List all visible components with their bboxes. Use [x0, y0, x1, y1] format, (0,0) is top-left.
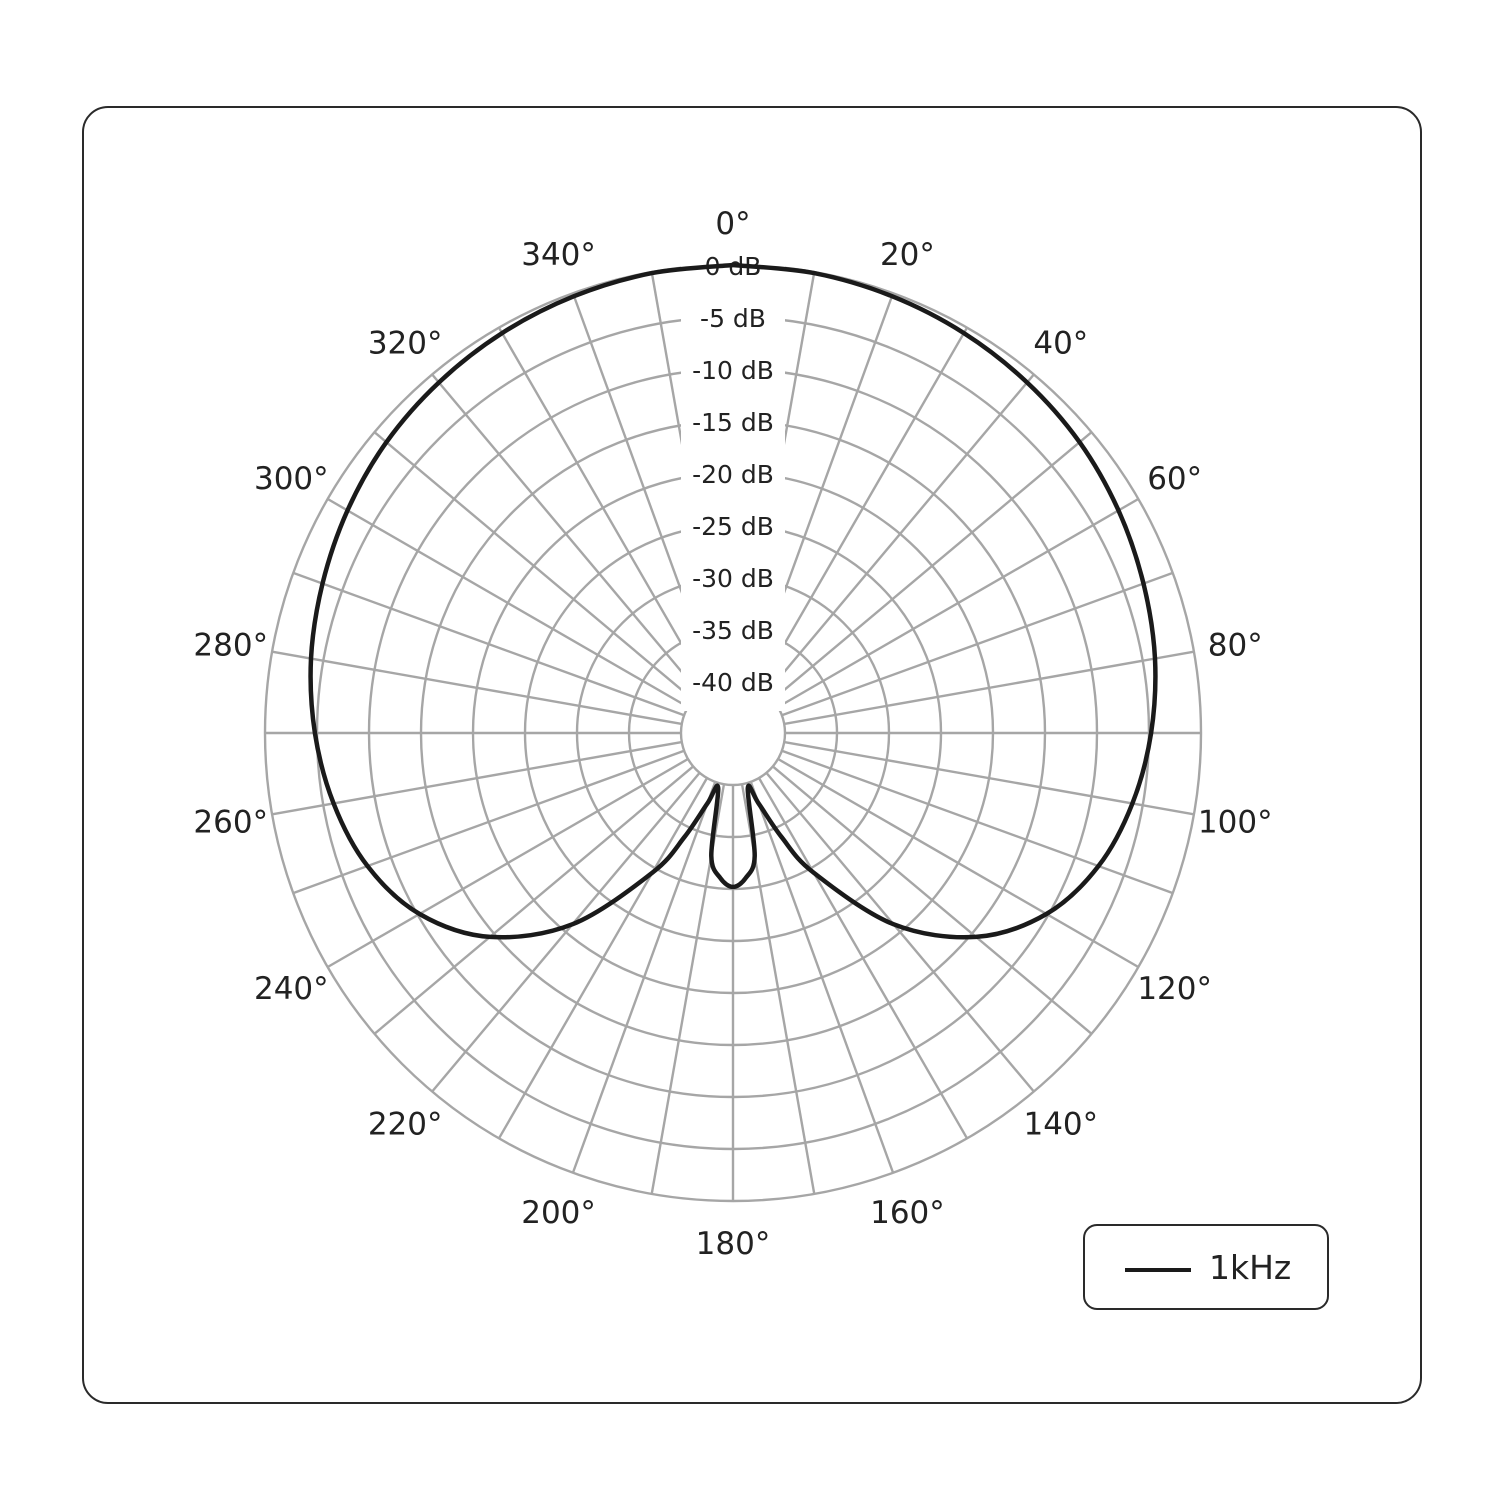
ring-label: -20 dB: [692, 460, 774, 489]
ring-label: -40 dB: [692, 668, 774, 697]
legend-swatch-1khz: [1125, 1268, 1191, 1272]
angle-label: 340°: [521, 236, 596, 273]
grid-spoke: [499, 778, 707, 1138]
grid-spoke: [499, 328, 707, 688]
angle-label: 200°: [521, 1195, 596, 1232]
grid-spoke: [759, 328, 967, 688]
ring-label: -5 dB: [700, 304, 766, 333]
legend-label-1khz: 1kHz: [1209, 1248, 1292, 1287]
ring-label: -15 dB: [692, 408, 774, 437]
angle-label: 160°: [870, 1195, 945, 1232]
angle-label: 300°: [253, 461, 329, 497]
grid-spoke: [759, 778, 967, 1138]
grid-spoke: [784, 652, 1194, 724]
angle-label: 80°: [1207, 627, 1263, 664]
angle-label: 140°: [1023, 1106, 1099, 1143]
angle-label: 20°: [879, 236, 935, 273]
angle-label: 320°: [367, 325, 443, 362]
angle-label: 120°: [1137, 971, 1213, 1007]
angle-label: 260°: [193, 804, 269, 841]
ring-label: -25 dB: [692, 512, 774, 541]
grid-spoke: [778, 499, 1138, 707]
angle-label: 40°: [1033, 325, 1089, 362]
angle-label: 180°: [695, 1226, 771, 1262]
angle-label: 220°: [367, 1106, 443, 1143]
angle-label: 60°: [1147, 461, 1203, 497]
angle-label: 100°: [1197, 804, 1273, 841]
grid-spoke: [272, 652, 682, 724]
ring-label: -10 dB: [692, 356, 774, 385]
ring-labels: [681, 252, 785, 711]
ring-label: -30 dB: [692, 564, 774, 593]
angle-label: 0°: [715, 206, 751, 242]
angle-label: 280°: [193, 627, 269, 664]
legend: [1083, 1224, 1329, 1310]
ring-label: -35 dB: [692, 616, 774, 645]
ring-label: 0 dB: [704, 252, 762, 281]
angle-label: 240°: [253, 971, 329, 1007]
grid-spoke: [328, 499, 688, 707]
